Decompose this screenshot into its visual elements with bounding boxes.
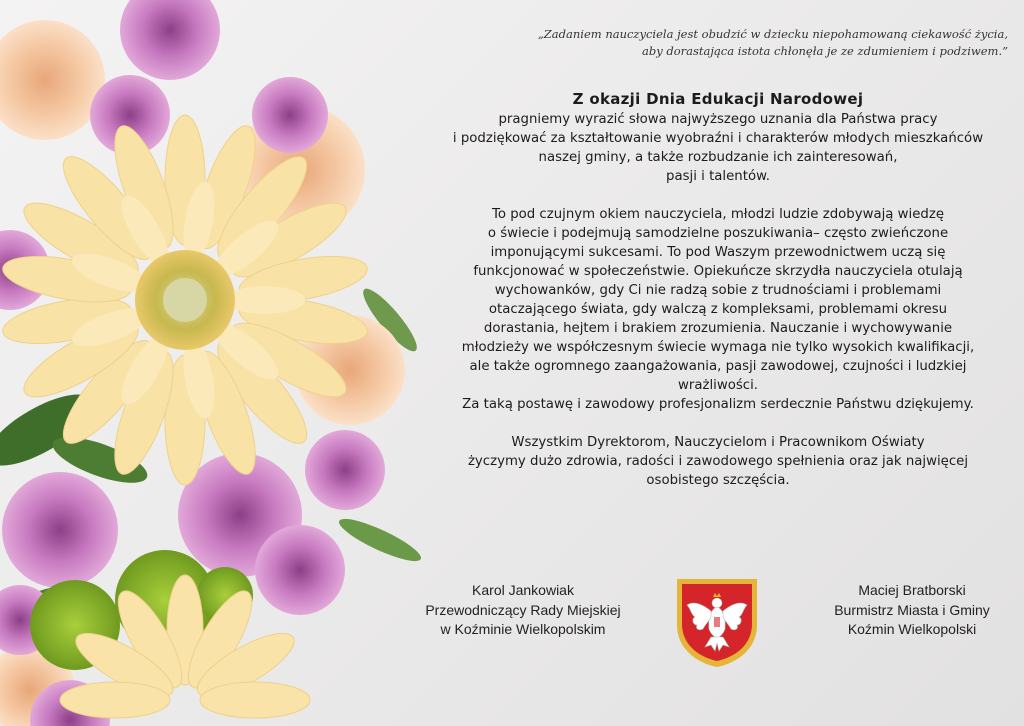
text-line: pasji i talentów. — [666, 169, 770, 184]
text-line: młodzieży we współczesnym świecie wymaga nie tylko wysokich kwalifikacji, — [461, 340, 975, 355]
epigraph-quote — [488, 26, 1008, 60]
signatory-name: Karol Jankowiak — [472, 582, 574, 598]
coat-of-arms-icon — [671, 573, 763, 669]
signature-right — [792, 581, 1024, 640]
greeting-body — [412, 88, 1024, 490]
signatory-role: Burmistrz Miasta i Gminy — [834, 601, 990, 618]
signatory-role: Przewodniczący Rady Miejskiej — [425, 601, 621, 618]
text-line: Za taką postawę i zawodowy profesjonalizm serdecznie Państwu dziękujemy. — [462, 397, 974, 412]
text-line: funkcjonować w społeczeństwie. Opiekuńcze skrzydła nauczyciela otulają — [473, 264, 963, 279]
greeting-title: Z okazji Dnia Edukacji Narodowej — [572, 90, 864, 108]
signature-left — [398, 581, 648, 640]
signatory-place: Koźmin Wielkopolski — [847, 621, 977, 637]
text-line: ale także ogromnego zaangażowania, pasji zawodowej, czujności i ludzkiej — [469, 359, 967, 374]
paragraph-intro — [412, 110, 1024, 186]
text-line: imponującymi sukcesami. To pod Waszym przewodnictwem uczą się — [490, 245, 946, 260]
text-line: o świecie i podejmują samodzielne poszukiwania– często zwieńczone — [487, 226, 949, 241]
text-line: wychowanków, gdy Ci nie radzą sobie z trudnościami i problemami — [494, 283, 942, 298]
paragraph-wishes — [412, 433, 1024, 490]
text-line: życzymy dużo zdrowia, radości i zawodowego spełnienia oraz jak najwięcej — [467, 454, 969, 469]
flower-bouquet-image — [0, 0, 440, 726]
text-line: naszej gminy, a także rozbudzanie ich zainteresowań, — [538, 150, 898, 165]
signatory-place: w Koźminie Wielkopolskim — [440, 621, 606, 637]
text-line: To pod czujnym okiem nauczyciela, młodzi ludzie zdobywają wiedzę — [491, 207, 945, 222]
text-line: osobistego szczęścia. — [646, 473, 790, 488]
text-line: dorastania, hejtem i brakiem zrozumienia. Nauczanie i wychowywanie — [483, 321, 953, 336]
text-line: wrażliwości. — [677, 378, 759, 393]
text-line: i podziękować za kształtowanie wyobraźni i charakterów młodych mieszkańców — [452, 131, 984, 146]
quote-line: aby dorastająca istota chłonęła je ze zdumieniem i podziwem.” — [642, 44, 1008, 58]
quote-line: „Zadaniem nauczyciela jest obudzić w dziecku niepohamowaną ciekawość życia, — [537, 27, 1008, 41]
text-line: otaczającego świata, gdy walczą z kompleksami, problemami okresu — [488, 302, 948, 317]
paragraph-body — [412, 205, 1024, 414]
text-line: Wszystkim Dyrektorom, Nauczycielom i Pracownikom Oświaty — [511, 435, 925, 450]
signatory-name: Maciej Bratborski — [858, 582, 966, 598]
text-line: pragniemy wyrazić słowa najwyższego uznania dla Państwa pracy — [498, 112, 938, 127]
